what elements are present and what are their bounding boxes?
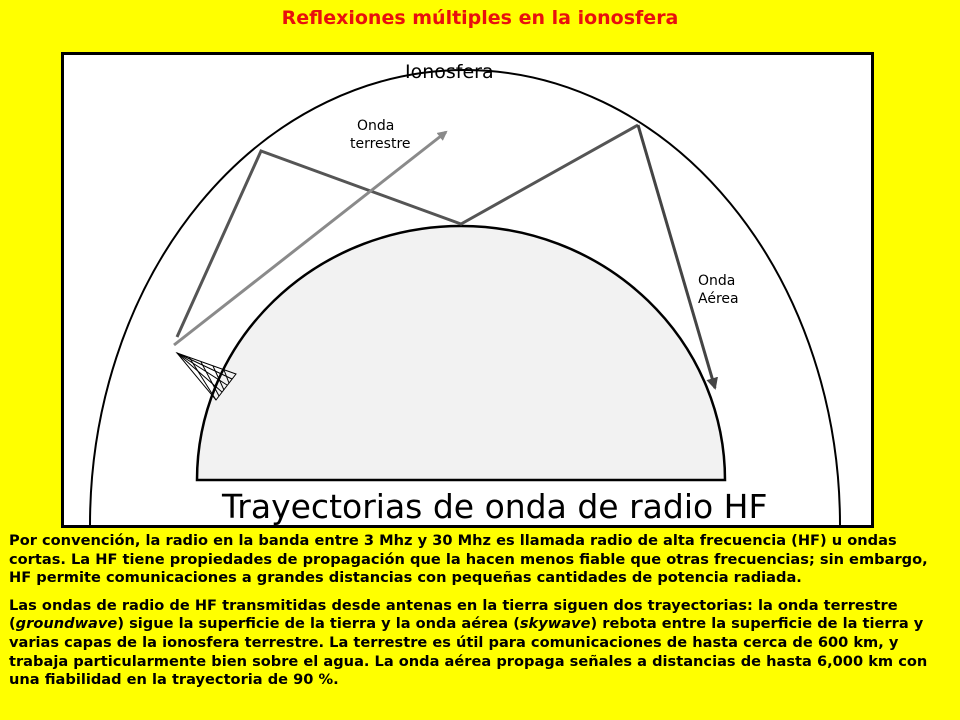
paragraph-2 — [9, 597, 949, 690]
page-title: Reflexiones múltiples en la ionosfera — [281, 7, 679, 29]
skywave-label-line1: Onda — [698, 273, 736, 289]
paragraph-2-part-a: Las ondas de radio de HF transmitidas desde antenas en la tierra siguen dos trayectorias: la onda terrestre ( — [9, 596, 898, 633]
paragraph-2-part-b: ) sigue la superficie de la tierra y la onda aérea ( — [117, 615, 520, 633]
skywave-label-line2: Aérea — [698, 291, 739, 307]
propagation-diagram — [61, 52, 874, 528]
paragraph-1: Por convención, la radio en la banda entre 3 Mhz y 30 Mhz es llamada radio de alta frecuencia (HF) u ondas cortas. La HF tiene propiedades de propagación que la hacen menos fiable que otras frecuencias; sin embargo, HF permite comunicaciones a grandes distancias con pequeñas cantidades de potencia radiada. — [9, 532, 928, 587]
ionosphere-label: Ionosfera — [405, 61, 494, 83]
groundwave-label-line1: Onda — [357, 118, 395, 134]
diagram-canvas — [64, 55, 871, 525]
diagram-caption: Trayectorias de onda de radio HF — [222, 487, 768, 525]
skywave-term: skywave — [519, 615, 591, 633]
body-text — [9, 532, 949, 699]
groundwave-term: groundwave — [15, 615, 118, 633]
groundwave-label-line2: terrestre — [350, 136, 411, 152]
paragraph-2-part-c: ) rebota entre la superficie de la tierra y varias capas de la ionosfera terrestre. La terrestre es útil para comunicaciones de hasta cerca de 600 km, y trabaja particularmente bien sobre el agua. La onda aérea propaga señales a distancias de hasta 6,000 km con una fiabilidad en la trayectoria de 90 %. — [9, 615, 928, 689]
